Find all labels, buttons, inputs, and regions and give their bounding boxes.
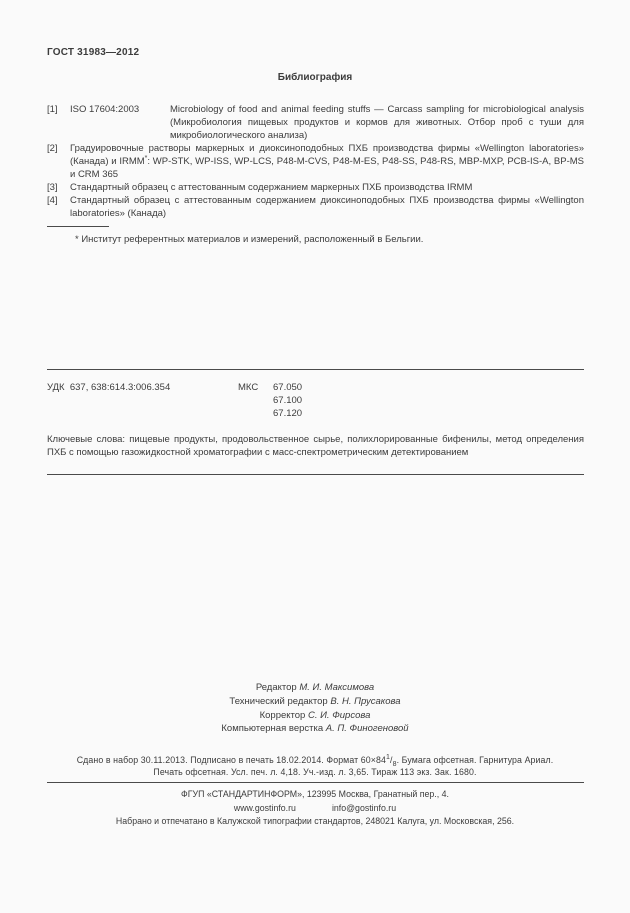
bibliography-entry-2 (47, 142, 584, 181)
credit-role: Компьютерная верстка (221, 723, 324, 735)
publisher-block (0, 788, 630, 829)
credit-name: С. И. Фирсова (307, 709, 371, 721)
mks-codes (273, 381, 302, 420)
doc-number: ГОСТ 31983—2012 (47, 47, 140, 58)
entry-body (70, 103, 584, 142)
imprint-line-1 (0, 755, 630, 767)
entry-label: [2] (47, 143, 58, 154)
bibliography-title: Библиография (277, 72, 353, 83)
mks-code: 67.050 (273, 382, 303, 393)
publisher-address: ФГУП «СТАНДАРТИНФОРМ», 123995 Москва, Гранатный пер., 4. (181, 789, 449, 799)
entry-text-end: : WP-STK, WP-ISS, WP-LCS, P48-M-CVS, P48-M-ES, P48-SS, P48-RS, MBP-MXP, PCB-IS-A, BP-MS и CRM 365 (70, 156, 584, 180)
footnote-text: * Институт референтных материалов и измерений, расположенный в Бельгии. (75, 234, 424, 245)
credit-line-proofreader (0, 709, 630, 723)
credit-name: А. П. Финогеновой (325, 723, 409, 735)
printing-house-address: Набрано и отпечатано в Калужской типографии стандартов, 248021 Калуга, ул. Московская, 256. (115, 816, 515, 826)
entry-text (70, 142, 584, 181)
publisher-email: info@gostinfo.ru (331, 802, 397, 813)
mks-code: 67.100 (273, 395, 303, 406)
credit-name: М. И. Максимова (299, 682, 375, 693)
mks-label: МКС (238, 382, 259, 393)
imprint-text: . Бумага офсетная. Гарнитура Ариал. (396, 755, 554, 765)
horizontal-rule-bottom (47, 782, 584, 783)
credit-line-technical-editor (0, 695, 630, 709)
bibliography-entry-1 (47, 103, 584, 142)
entry-text-start: Градуировочные растворы маркерных и диоксиноподобных ПХБ производства фирмы «Wellington laboratories» (Канада) и IRMM (70, 143, 584, 167)
entry-label: [4] (47, 195, 58, 206)
udk-code: УДК 637, 638:614.3:006.354 (47, 382, 171, 393)
footnote-separator (47, 226, 109, 227)
bibliography-entry-3 (47, 181, 584, 194)
imprint-line-2: Печать офсетная. Усл. печ. л. 4,18. Уч.-изд. л. 3,65. Тираж 113 экз. Зак. 1680. (153, 766, 477, 777)
entry-text: Стандартный образец с аттестованным содержанием диоксиноподобных ПХБ производства фирмы «Wellington laboratories» (Канада) (70, 195, 584, 219)
fraction-slash: / (390, 755, 393, 765)
entry-text: Microbiology of food and animal feeding stuffs — Carcass sampling for microbiological analysis (Микробиология пищевых продуктов и кормов для животных. Отбор проб с туши для микробиологического анализа) (170, 104, 584, 141)
imprint-block (0, 755, 630, 778)
credit-role: Технический редактор (229, 695, 328, 707)
horizontal-rule-top (47, 369, 584, 370)
credit-line-layout (0, 722, 630, 736)
publisher-website: www.gostinfo.ru (233, 802, 296, 813)
credit-name: В. Н. Прусакова (330, 695, 401, 707)
keywords-paragraph: Ключевые слова: пищевые продукты, продовольственное сырье, полихлорированные бифенилы, метод определения ПХБ с помощью газожидкостной хроматографии с масс-спектрометрическим детектированием (47, 434, 584, 458)
entry-text: Стандартный образец с аттестованным содержанием маркерных ПХБ производства IRMM (70, 182, 473, 193)
credit-role: Редактор (255, 682, 297, 693)
fraction-numerator: 1 (386, 754, 391, 762)
bibliography-list (47, 103, 584, 220)
credits-block (0, 681, 630, 736)
mks-code: 67.120 (273, 408, 303, 419)
footnote-marker: * (144, 154, 148, 162)
imprint-text: Сдано в набор 30.11.2013. Подписано в печать 18.02.2014. Формат 60×84 (76, 755, 387, 765)
bibliography-entry-4 (47, 194, 584, 220)
entry-label: [3] (47, 182, 58, 193)
publisher-contacts (0, 802, 630, 816)
credit-line-editor (0, 681, 630, 695)
entry-reference: ISO 17604:2003 (70, 104, 140, 115)
horizontal-rule-middle (47, 474, 584, 475)
credit-role: Корректор (259, 709, 306, 721)
fraction-denominator: 8 (392, 760, 397, 768)
entry-label: [1] (47, 104, 58, 115)
